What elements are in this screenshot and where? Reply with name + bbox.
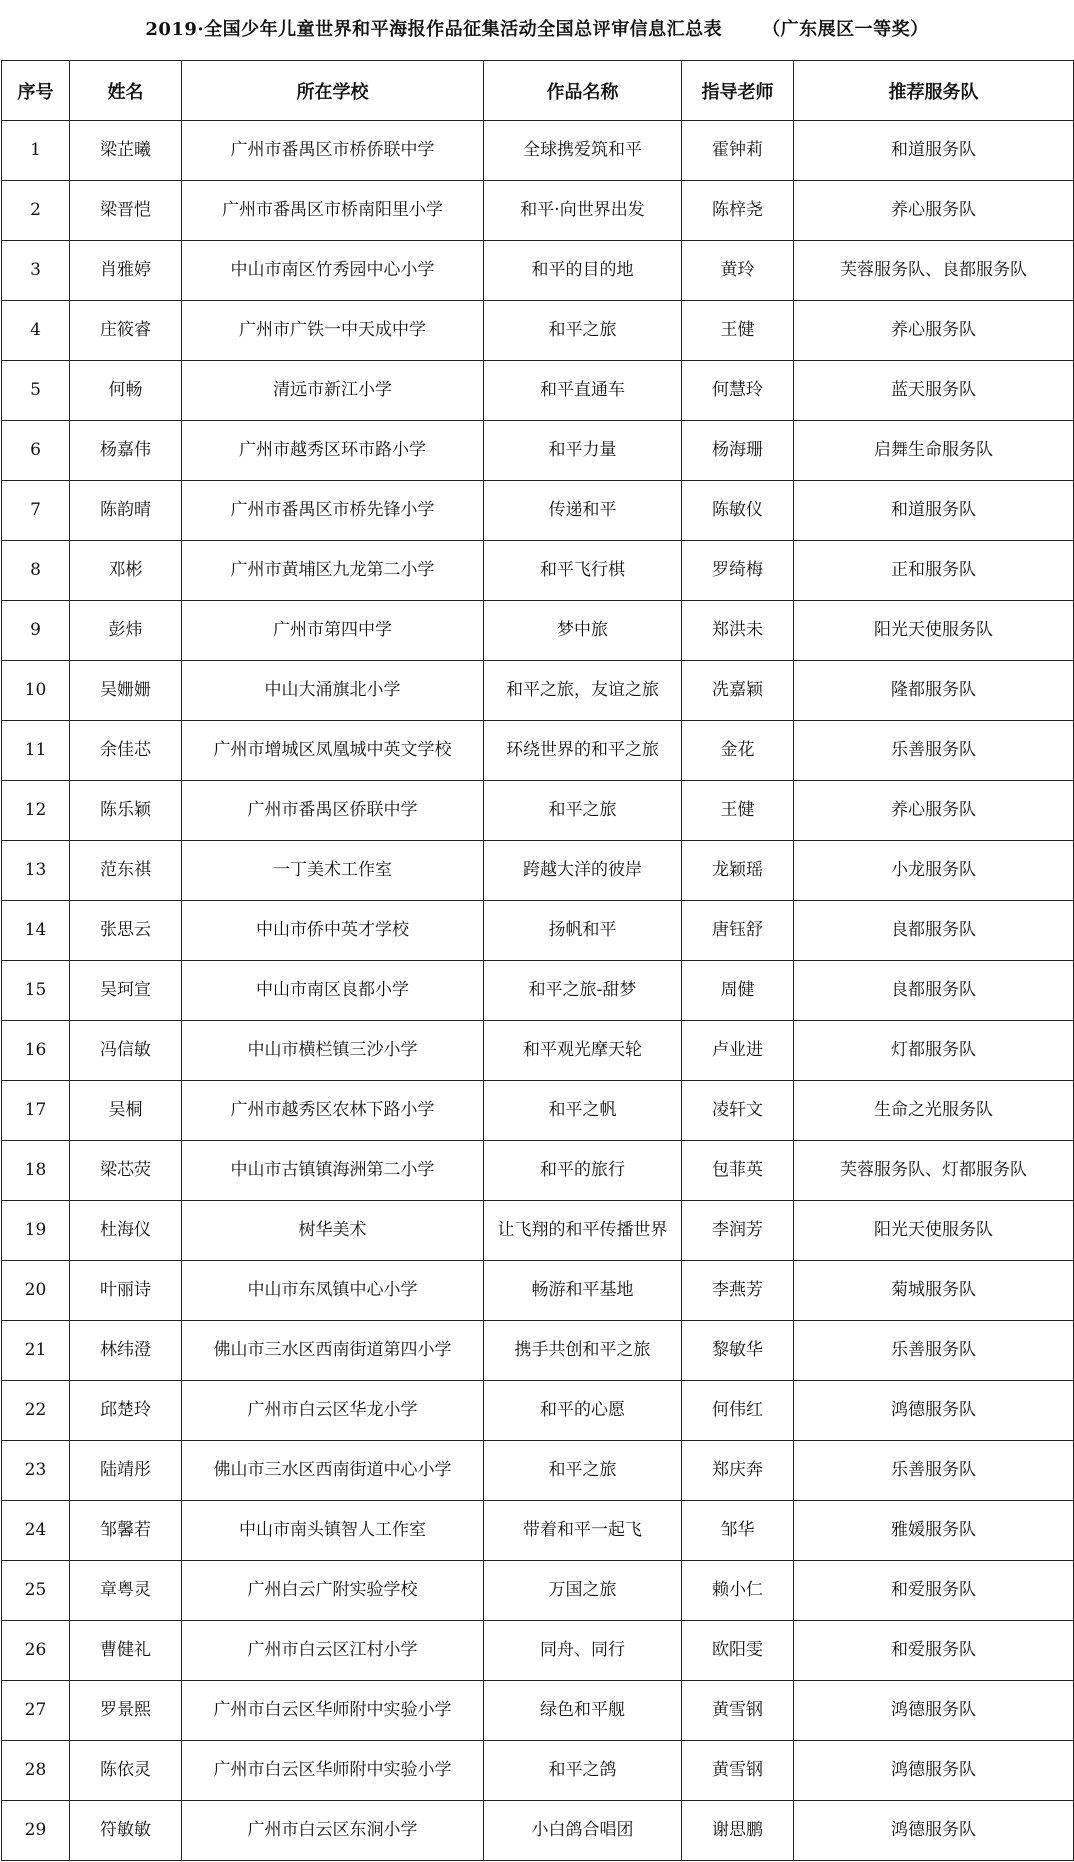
cell-teacher: 周健 [682, 961, 794, 1021]
cell-work-title: 和平直通车 [484, 361, 682, 421]
winners-table [1, 60, 1074, 1861]
sheet-title [0, 0, 1074, 60]
cell-number: 4 [2, 301, 70, 361]
cell-number: 27 [2, 1681, 70, 1741]
cell-work-title: 扬帆和平 [484, 901, 682, 961]
cell-school: 佛山市三水区西南街道第四小学 [182, 1321, 484, 1381]
table-row [2, 1021, 1074, 1081]
cell-work-title: 绿色和平舰 [484, 1681, 682, 1741]
cell-student-name: 张思云 [70, 901, 182, 961]
cell-work-title: 全球携爱筑和平 [484, 121, 682, 181]
cell-school: 广州市番禺区市桥侨联中学 [182, 121, 484, 181]
cell-service-team: 小龙服务队 [794, 841, 1074, 901]
table-row [2, 361, 1074, 421]
cell-service-team: 启舞生命服务队 [794, 421, 1074, 481]
cell-work-title: 传递和平 [484, 481, 682, 541]
cell-student-name: 吴桐 [70, 1081, 182, 1141]
cell-service-team: 芙蓉服务队、良都服务队 [794, 241, 1074, 301]
cell-teacher: 王健 [682, 781, 794, 841]
cell-work-title: 和平之旅 [484, 1441, 682, 1501]
cell-number: 20 [2, 1261, 70, 1321]
cell-teacher: 郑庆奔 [682, 1441, 794, 1501]
cell-service-team: 阳光天使服务队 [794, 601, 1074, 661]
cell-school: 广州市第四中学 [182, 601, 484, 661]
cell-school: 中山大涌旗北小学 [182, 661, 484, 721]
cell-service-team: 良都服务队 [794, 901, 1074, 961]
cell-school: 广州市增城区凤凰城中英文学校 [182, 721, 484, 781]
cell-student-name: 杜海仪 [70, 1201, 182, 1261]
cell-number: 6 [2, 421, 70, 481]
cell-student-name: 符敏敏 [70, 1801, 182, 1861]
cell-service-team: 乐善服务队 [794, 1441, 1074, 1501]
cell-number: 5 [2, 361, 70, 421]
table-row [2, 601, 1074, 661]
cell-work-title: 带着和平一起飞 [484, 1501, 682, 1561]
cell-work-title: 和平之帆 [484, 1081, 682, 1141]
cell-work-title: 畅游和平基地 [484, 1261, 682, 1321]
cell-school: 广州市番禺区侨联中学 [182, 781, 484, 841]
cell-number: 12 [2, 781, 70, 841]
cell-student-name: 陈乐颖 [70, 781, 182, 841]
table-row [2, 721, 1074, 781]
cell-teacher: 谢思鹏 [682, 1801, 794, 1861]
cell-teacher: 李燕芳 [682, 1261, 794, 1321]
cell-student-name: 余佳芯 [70, 721, 182, 781]
cell-number: 15 [2, 961, 70, 1021]
cell-teacher: 陈梓尧 [682, 181, 794, 241]
cell-student-name: 陈韵晴 [70, 481, 182, 541]
cell-teacher: 卢业进 [682, 1021, 794, 1081]
cell-school: 广州市白云区东涧小学 [182, 1801, 484, 1861]
table-row [2, 901, 1074, 961]
table-row [2, 1501, 1074, 1561]
cell-service-team: 乐善服务队 [794, 721, 1074, 781]
cell-work-title: 和平飞行棋 [484, 541, 682, 601]
cell-teacher: 王健 [682, 301, 794, 361]
table-row [2, 841, 1074, 901]
cell-teacher: 罗绮梅 [682, 541, 794, 601]
cell-service-team: 鸿德服务队 [794, 1381, 1074, 1441]
cell-school: 中山市南头镇智人工作室 [182, 1501, 484, 1561]
column-header-name: 姓名 [70, 61, 182, 121]
table-row [2, 661, 1074, 721]
cell-number: 9 [2, 601, 70, 661]
table-row [2, 1201, 1074, 1261]
cell-service-team: 和道服务队 [794, 481, 1074, 541]
cell-work-title: 万国之旅 [484, 1561, 682, 1621]
cell-service-team: 和道服务队 [794, 121, 1074, 181]
column-header-team: 推荐服务队 [794, 61, 1074, 121]
table-row [2, 1381, 1074, 1441]
cell-service-team: 蓝天服务队 [794, 361, 1074, 421]
cell-work-title: 跨越大洋的彼岸 [484, 841, 682, 901]
table-row [2, 1141, 1074, 1201]
cell-work-title: 和平之旅 [484, 301, 682, 361]
cell-number: 16 [2, 1021, 70, 1081]
cell-school: 一丁美术工作室 [182, 841, 484, 901]
cell-number: 8 [2, 541, 70, 601]
cell-school: 广州市番禺区市桥南阳里小学 [182, 181, 484, 241]
table-row [2, 781, 1074, 841]
table-row [2, 1741, 1074, 1801]
cell-school: 广州市白云区华师附中实验小学 [182, 1741, 484, 1801]
cell-school: 广州市越秀区农林下路小学 [182, 1081, 484, 1141]
cell-teacher: 金花 [682, 721, 794, 781]
cell-number: 14 [2, 901, 70, 961]
cell-student-name: 邹馨若 [70, 1501, 182, 1561]
cell-student-name: 何畅 [70, 361, 182, 421]
cell-service-team: 鸿德服务队 [794, 1681, 1074, 1741]
column-header-number: 序号 [2, 61, 70, 121]
cell-service-team: 正和服务队 [794, 541, 1074, 601]
table-row [2, 241, 1074, 301]
cell-service-team: 隆都服务队 [794, 661, 1074, 721]
cell-service-team: 养心服务队 [794, 181, 1074, 241]
cell-teacher: 欧阳雯 [682, 1621, 794, 1681]
cell-work-title: 和平观光摩天轮 [484, 1021, 682, 1081]
cell-service-team: 和爱服务队 [794, 1621, 1074, 1681]
table-row [2, 301, 1074, 361]
cell-teacher: 黄玲 [682, 241, 794, 301]
cell-number: 7 [2, 481, 70, 541]
cell-work-title: 和平的目的地 [484, 241, 682, 301]
table-row [2, 181, 1074, 241]
cell-service-team: 雅媛服务队 [794, 1501, 1074, 1561]
column-header-school: 所在学校 [182, 61, 484, 121]
cell-number: 13 [2, 841, 70, 901]
cell-work-title: 和平之旅，友谊之旅 [484, 661, 682, 721]
cell-service-team: 鸿德服务队 [794, 1801, 1074, 1861]
cell-number: 23 [2, 1441, 70, 1501]
cell-work-title: 同舟、同行 [484, 1621, 682, 1681]
cell-school: 广州市黄埔区九龙第二小学 [182, 541, 484, 601]
cell-number: 2 [2, 181, 70, 241]
cell-work-title: 小白鸽合唱团 [484, 1801, 682, 1861]
cell-school: 广州市白云区江村小学 [182, 1621, 484, 1681]
cell-school: 中山市横栏镇三沙小学 [182, 1021, 484, 1081]
cell-school: 广州市番禺区市桥先锋小学 [182, 481, 484, 541]
table-row [2, 961, 1074, 1021]
cell-school: 佛山市三水区西南街道中心小学 [182, 1441, 484, 1501]
table-row [2, 1441, 1074, 1501]
cell-number: 1 [2, 121, 70, 181]
cell-student-name: 章粤灵 [70, 1561, 182, 1621]
table-row [2, 1801, 1074, 1861]
cell-teacher: 赖小仁 [682, 1561, 794, 1621]
cell-student-name: 庄筱睿 [70, 301, 182, 361]
cell-teacher: 霍钟莉 [682, 121, 794, 181]
cell-student-name: 彭炜 [70, 601, 182, 661]
cell-number: 17 [2, 1081, 70, 1141]
cell-number: 11 [2, 721, 70, 781]
cell-work-title: 和平之旅 [484, 781, 682, 841]
cell-work-title: 和平之鸽 [484, 1741, 682, 1801]
cell-service-team: 养心服务队 [794, 301, 1074, 361]
cell-service-team: 生命之光服务队 [794, 1081, 1074, 1141]
cell-school: 中山市南区良都小学 [182, 961, 484, 1021]
table-row [2, 541, 1074, 601]
cell-student-name: 邓彬 [70, 541, 182, 601]
table-row [2, 481, 1074, 541]
cell-school: 清远市新江小学 [182, 361, 484, 421]
cell-service-team: 菊城服务队 [794, 1261, 1074, 1321]
cell-school: 中山市南区竹秀园中心小学 [182, 241, 484, 301]
cell-teacher: 黄雪钢 [682, 1681, 794, 1741]
cell-work-title: 和平·向世界出发 [484, 181, 682, 241]
cell-teacher: 郑洪未 [682, 601, 794, 661]
cell-teacher: 李润芳 [682, 1201, 794, 1261]
cell-school: 广州市白云区华师附中实验小学 [182, 1681, 484, 1741]
cell-teacher: 黄雪钢 [682, 1741, 794, 1801]
table-body [2, 121, 1074, 1861]
cell-service-team: 和爱服务队 [794, 1561, 1074, 1621]
cell-work-title: 和平力量 [484, 421, 682, 481]
cell-student-name: 罗景熙 [70, 1681, 182, 1741]
cell-student-name: 吴姗姗 [70, 661, 182, 721]
cell-teacher: 邹华 [682, 1501, 794, 1561]
sheet-title-region: （广东展区一等奖） [762, 19, 929, 40]
cell-number: 21 [2, 1321, 70, 1381]
cell-teacher: 陈敏仪 [682, 481, 794, 541]
table-row [2, 121, 1074, 181]
cell-work-title: 和平之旅-甜梦 [484, 961, 682, 1021]
column-header-teacher: 指导老师 [682, 61, 794, 121]
cell-school: 广州市广铁一中天成中学 [182, 301, 484, 361]
cell-student-name: 吴珂宣 [70, 961, 182, 1021]
column-header-work: 作品名称 [484, 61, 682, 121]
cell-service-team: 鸿德服务队 [794, 1741, 1074, 1801]
cell-teacher: 龙颖瑶 [682, 841, 794, 901]
cell-student-name: 邱楚玲 [70, 1381, 182, 1441]
cell-teacher: 包菲英 [682, 1141, 794, 1201]
cell-student-name: 梁晋恺 [70, 181, 182, 241]
cell-service-team: 灯都服务队 [794, 1021, 1074, 1081]
cell-student-name: 林纬澄 [70, 1321, 182, 1381]
cell-student-name: 杨嘉伟 [70, 421, 182, 481]
table-row [2, 421, 1074, 481]
cell-school: 中山市侨中英才学校 [182, 901, 484, 961]
table-row [2, 1081, 1074, 1141]
table-row [2, 1561, 1074, 1621]
cell-service-team: 乐善服务队 [794, 1321, 1074, 1381]
cell-work-title: 和平的旅行 [484, 1141, 682, 1201]
cell-number: 3 [2, 241, 70, 301]
cell-service-team: 良都服务队 [794, 961, 1074, 1021]
cell-service-team: 芙蓉服务队、灯都服务队 [794, 1141, 1074, 1201]
cell-number: 29 [2, 1801, 70, 1861]
cell-number: 28 [2, 1741, 70, 1801]
cell-teacher: 何伟红 [682, 1381, 794, 1441]
cell-work-title: 环绕世界的和平之旅 [484, 721, 682, 781]
cell-school: 广州市越秀区环市路小学 [182, 421, 484, 481]
table-row [2, 1261, 1074, 1321]
cell-school: 广州市白云区华龙小学 [182, 1381, 484, 1441]
cell-student-name: 陈依灵 [70, 1741, 182, 1801]
cell-student-name: 梁芷曦 [70, 121, 182, 181]
cell-teacher: 黎敏华 [682, 1321, 794, 1381]
cell-teacher: 杨海珊 [682, 421, 794, 481]
cell-teacher: 唐钰舒 [682, 901, 794, 961]
cell-teacher: 凌轩文 [682, 1081, 794, 1141]
cell-student-name: 陆靖彤 [70, 1441, 182, 1501]
cell-school: 广州白云广附实验学校 [182, 1561, 484, 1621]
cell-work-title: 梦中旅 [484, 601, 682, 661]
cell-school: 中山市东凤镇中心小学 [182, 1261, 484, 1321]
cell-work-title: 携手共创和平之旅 [484, 1321, 682, 1381]
cell-student-name: 范东祺 [70, 841, 182, 901]
table-row [2, 1681, 1074, 1741]
cell-number: 10 [2, 661, 70, 721]
cell-teacher: 何慧玲 [682, 361, 794, 421]
cell-number: 24 [2, 1501, 70, 1561]
table-row [2, 1621, 1074, 1681]
cell-number: 19 [2, 1201, 70, 1261]
cell-student-name: 梁芯荧 [70, 1141, 182, 1201]
cell-service-team: 养心服务队 [794, 781, 1074, 841]
cell-number: 26 [2, 1621, 70, 1681]
cell-number: 25 [2, 1561, 70, 1621]
cell-student-name: 叶丽诗 [70, 1261, 182, 1321]
cell-school: 树华美术 [182, 1201, 484, 1261]
table-row [2, 1321, 1074, 1381]
cell-number: 22 [2, 1381, 70, 1441]
cell-teacher: 冼嘉颖 [682, 661, 794, 721]
cell-student-name: 曹健礼 [70, 1621, 182, 1681]
sheet-title-main: 2019·全国少年儿童世界和平海报作品征集活动全国总评审信息汇总表 [145, 19, 723, 40]
cell-student-name: 冯信敏 [70, 1021, 182, 1081]
table-header-row [2, 61, 1074, 121]
cell-student-name: 肖雅婷 [70, 241, 182, 301]
cell-work-title: 和平的心愿 [484, 1381, 682, 1441]
cell-number: 18 [2, 1141, 70, 1201]
cell-service-team: 阳光天使服务队 [794, 1201, 1074, 1261]
cell-school: 中山市古镇镇海洲第二小学 [182, 1141, 484, 1201]
cell-work-title: 让飞翔的和平传播世界 [484, 1201, 682, 1261]
